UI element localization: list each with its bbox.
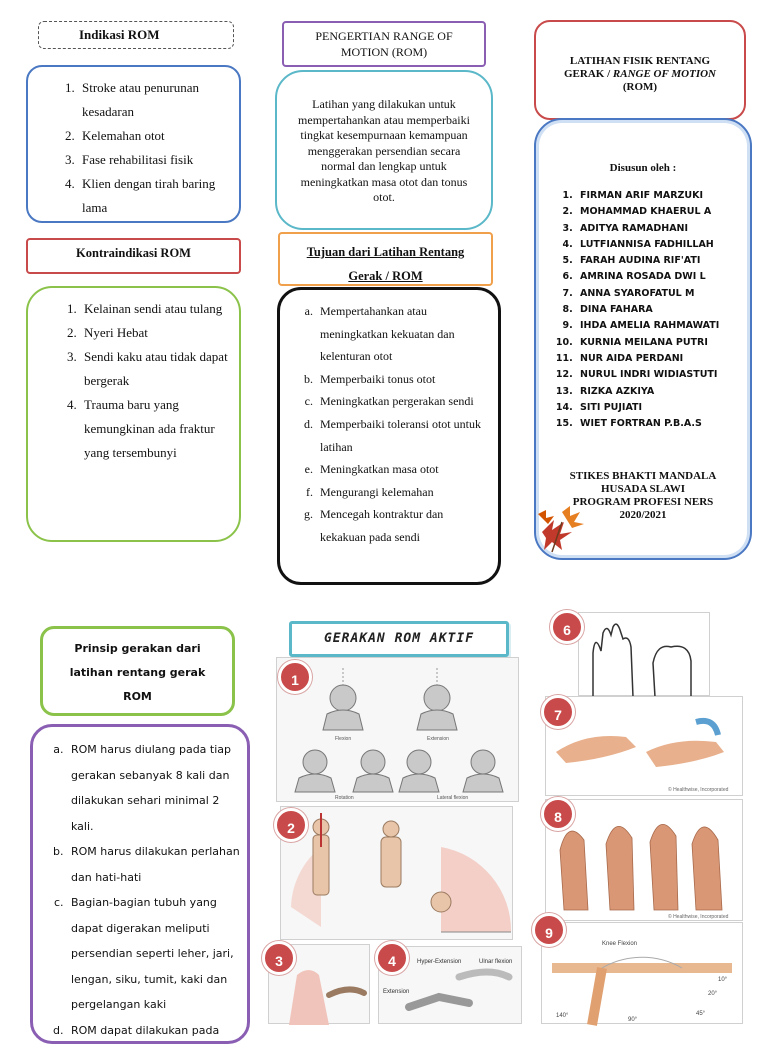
team-member: 15. WIET FORTRAN P.B.A.S [576, 416, 752, 432]
kontraindikasi-list-box [26, 286, 241, 542]
program-name: PROGRAM PROFESI NERS [572, 496, 714, 508]
list-item: 3. Sendi kaku atau tidak dapat bergerak [80, 345, 230, 393]
tujuan-list [296, 300, 492, 549]
neck-movement-illustration [277, 658, 520, 803]
fig9-label-90: 90° [628, 1017, 638, 1023]
list-item: e. Meningkatkan masa otot [316, 458, 492, 481]
list-item: c. Meningkatkan pergerakan sendi [316, 390, 492, 413]
list-item: a. ROM harus diulang pada tiap gerakan sebanyak 8 kali dan dilakukan sehari minimal 2 kali. [67, 737, 243, 839]
cover-team-box [534, 118, 752, 560]
cover-title-line3: (ROM) [622, 81, 658, 93]
step-badge-3: 3 [262, 941, 296, 975]
fig9-label-140: 140° [556, 1013, 569, 1019]
list-item: 2. Kelemahan otot [78, 124, 228, 148]
step-badge-1: 1 [278, 660, 312, 694]
fig1-label-extension: Extension [427, 736, 449, 742]
list-item: 1. Kelainan sendi atau tulang [80, 297, 230, 321]
team-list [556, 188, 752, 432]
pengertian-title: PENGERTIAN RANGE OF MOTION (ROM) [315, 29, 453, 59]
fig1-label-lateral: Lateral flexion [437, 795, 469, 801]
gerakan-title-box [289, 621, 509, 657]
pengertian-body-box [275, 70, 493, 230]
team-member: 9. IHDA AMELIA RAHMAWATI [576, 318, 752, 334]
cover-title-line2: GERAK / RANGE OF MOTION [564, 68, 716, 80]
tujuan-title-box [278, 232, 493, 286]
academic-year: 2020/2021 [619, 509, 667, 521]
indikasi-title-box [38, 21, 234, 49]
finger-opposition-figure [545, 799, 743, 921]
step-badge-6: 6 [550, 610, 584, 644]
team-member: 8. DINA FAHARA [576, 302, 752, 318]
list-item: f. Mengurangi kelemahan [316, 481, 492, 504]
finger-opposition-illustration [546, 800, 744, 922]
team-member: 12. NURUL INDRI WIDIASTUTI [576, 367, 752, 383]
autumn-leaves-icon [532, 492, 602, 562]
list-item: b. Memperbaiki tonus otot [316, 368, 492, 391]
fig9-label-20: 20° [708, 991, 718, 997]
step-badge-9: 9 [532, 913, 566, 947]
neck-rom-figure [276, 657, 519, 802]
list-item: b. ROM harus dilakukan perlahan dan hati-hati [67, 839, 243, 890]
team-member: 13. RIZKA AZKIYA [576, 384, 752, 400]
prinsip-title-box [40, 626, 235, 716]
pengertian-body: Latihan yang dilakukan untuk mempertahankan atau memperbaiki tingkat kesempurnaan kemampuan menggerakan persendian secara normal dan lengkap untuk meningkatkan masa otot dan tonus otot. [298, 97, 470, 204]
shoulder-movement-illustration [281, 807, 514, 941]
prinsip-list [47, 737, 243, 1043]
thumb-movement-illustration [546, 697, 744, 797]
disusun-label: Disusun oleh : [609, 162, 677, 174]
team-member: 14. SITI PUJIATI [576, 400, 752, 416]
team-member: 6. AMRINA ROSADA DWI L [576, 269, 752, 285]
step-badge-2: 2 [274, 808, 308, 842]
list-item: c. Bagian-bagian tubuh yang dapat digerakan meliputi persendian seperti leher, jari, lengan, siku, tumit, kaki dan pergelangan kaki [67, 890, 243, 1018]
list-item: 4. Trauma baru yang kemungkinan ada fraktur yang tersembunyi [80, 393, 230, 465]
team-member: 4. LUTFIANNISA FADHILLAH [576, 237, 752, 253]
step-badge-4: 4 [375, 941, 409, 975]
indikasi-list [58, 76, 228, 220]
fig9-label-45: 45° [696, 1011, 706, 1017]
knee-flexion-figure [541, 922, 743, 1024]
team-member: 5. FARAH AUDINA RIF'ATI [576, 253, 752, 269]
team-member: 3. ADITYA RAMADHANI [576, 221, 752, 237]
team-member: 10. KURNIA MEILANA PUTRI [576, 335, 752, 351]
cover-title [544, 55, 736, 94]
fig4-label-extension: Extension [383, 989, 410, 995]
pengertian-title-box [282, 21, 486, 67]
tujuan-list-box [277, 287, 501, 585]
kontraindikasi-title: Kontraindikasi ROM [76, 246, 191, 260]
step-badge-8: 8 [541, 797, 575, 831]
fig4-label-ulnar: Ulnar flexion [479, 959, 513, 965]
kontraindikasi-title-box [26, 238, 241, 274]
list-item: d. Memperbaiki toleransi otot untuk latihan [316, 413, 492, 458]
prinsip-list-box [30, 724, 250, 1044]
finger-fist-figure [578, 612, 710, 696]
cover-title-line1: LATIHAN FISIK RENTANG [569, 55, 711, 67]
list-item: 3. Fase rehabilitasi fisik [78, 148, 228, 172]
list-item: g. Mencegah kontraktur dan kekakuan pada sendi [316, 503, 492, 548]
list-item: 1. Stroke atau penurunan kesadaran [78, 76, 228, 124]
kontraindikasi-list [60, 297, 230, 465]
institution-name: STIKES BHAKTI MANDALA HUSADA SLAWI [569, 470, 717, 495]
finger-flexion-illustration [579, 613, 711, 697]
list-item: 4. Klien dengan tirah baring lama [78, 172, 228, 220]
team-member: 7. ANNA SYAROFATUL M [576, 286, 752, 302]
shoulder-rom-figure [280, 806, 513, 940]
team-member: 11. NUR AIDA PERDANI [576, 351, 752, 367]
list-item: d. ROM dapat dilakukan pada [67, 1018, 243, 1044]
team-member: 1. FIRMAN ARIF MARZUKI [576, 188, 752, 204]
indikasi-title: Indikasi ROM [79, 27, 160, 42]
list-item: 2. Nyeri Hebat [80, 321, 230, 345]
team-member: 2. MOHAMMAD KHAERUL A [576, 204, 752, 220]
fig4-label-hyperext: Hyper-Extension [417, 959, 462, 965]
gerakan-title: GERAKAN ROM AKTIF [323, 631, 475, 646]
cover-title-box [534, 20, 746, 120]
fig9-label-10: 10° [718, 977, 728, 983]
step-badge-7: 7 [541, 695, 575, 729]
fig1-label-rotation: Rotation [335, 795, 354, 801]
tujuan-title: Tujuan dari Latihan Rentang Gerak / ROM [306, 245, 465, 283]
indikasi-list-box [26, 65, 241, 223]
prinsip-title: Prinsip gerakan dari latihan rentang gerak ROM [69, 642, 206, 703]
list-item: a. Mempertahankan atau meningkatkan kekuatan dan kelenturan otot [316, 300, 492, 368]
knee-flexion-illustration [542, 923, 744, 1025]
fig1-label-flexion: Flexion [335, 736, 352, 742]
fig8-credit: © Healthwise, Incorporated [668, 914, 729, 920]
fig7-credit: © Healthwise, Incorporated [668, 787, 729, 793]
fig9-label-title: Knee Flexion [602, 941, 638, 947]
